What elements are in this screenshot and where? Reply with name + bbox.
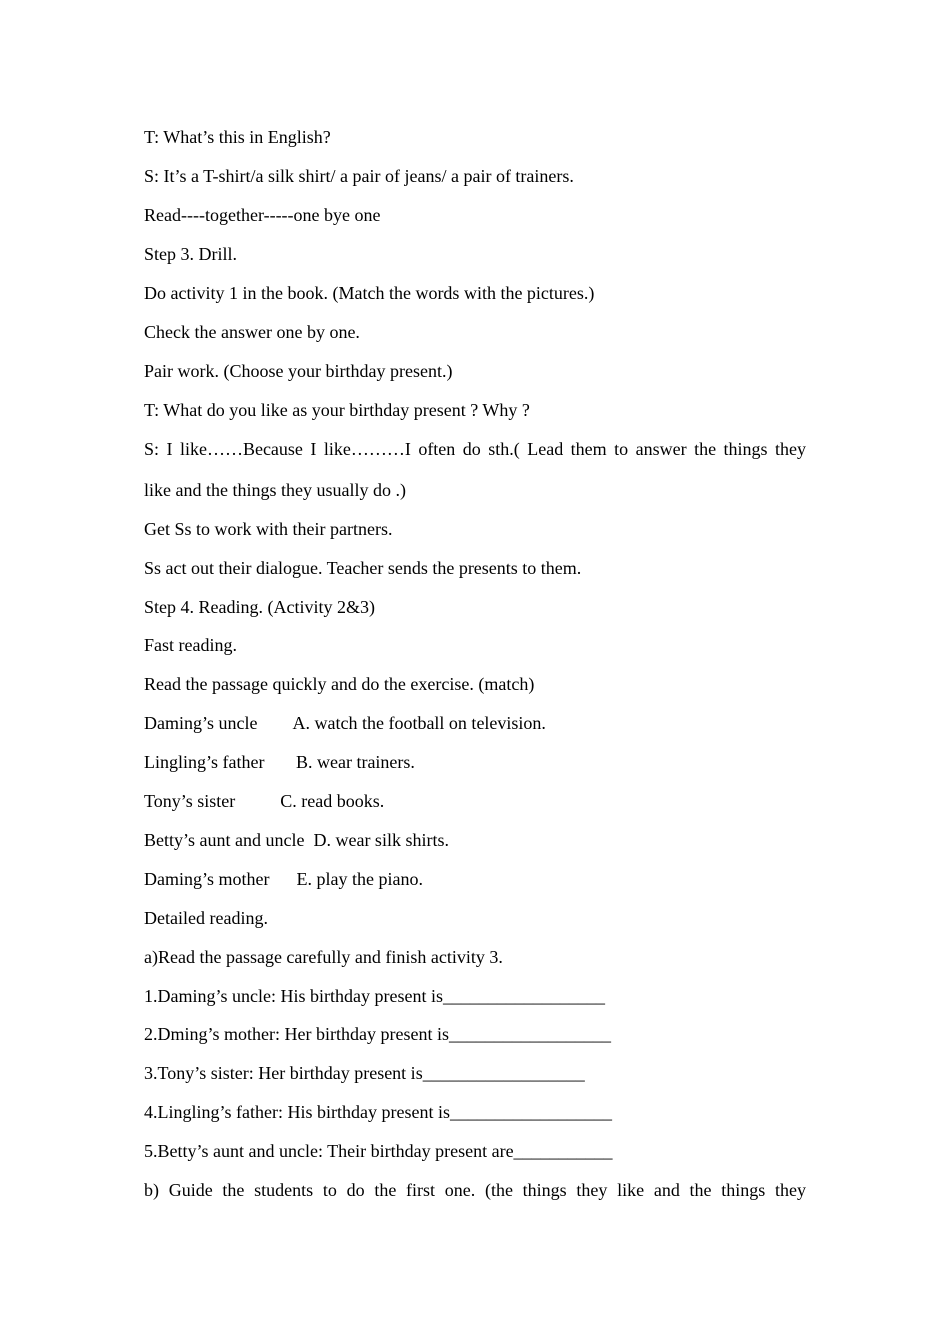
text-line: like and the things they usually do .)	[144, 480, 406, 500]
text-line: S: I like……Because I like………I often do sth.( Lead them to answer the things they	[144, 439, 806, 459]
match-item: Betty’s aunt and uncle D. wear silk shirts.	[144, 830, 449, 850]
match-item: Lingling’s father B. wear trainers.	[144, 752, 415, 772]
text-line: Fast reading.	[144, 635, 237, 655]
text-line: Step 3. Drill.	[144, 244, 237, 264]
text-line: S: It’s a T-shirt/a silk shirt/ a pair of jeans/ a pair of trainers.	[144, 166, 574, 186]
text-line: Do activity 1 in the book. (Match the words with the pictures.)	[144, 283, 595, 303]
fill-blank-item: 1.Daming’s uncle: His birthday present is__________________	[144, 986, 605, 1006]
fill-blank-item: 2.Dming’s mother: Her birthday present is__________________	[144, 1024, 611, 1044]
text-line: Check the answer one by one.	[144, 322, 360, 342]
text-line: Get Ss to work with their partners.	[144, 519, 393, 539]
match-item: Daming’s mother E. play the piano.	[144, 869, 423, 889]
text-line: Read----together-----one bye one	[144, 205, 381, 225]
text-line: Detailed reading.	[144, 908, 268, 928]
text-line: b) Guide the students to do the first one. (the things they like and the things they	[144, 1180, 806, 1200]
fill-blank-item: 4.Lingling’s father: His birthday present is__________________	[144, 1102, 612, 1122]
fill-blank-item: 5.Betty’s aunt and uncle: Their birthday present are___________	[144, 1141, 613, 1161]
text-line: a)Read the passage carefully and finish activity 3.	[144, 947, 503, 967]
text-line: T: What’s this in English?	[144, 127, 331, 147]
text-line: Read the passage quickly and do the exercise. (match)	[144, 674, 535, 694]
text-line: Step 4. Reading. (Activity 2&3)	[144, 597, 375, 617]
match-item: Tony’s sister C. read books.	[144, 791, 385, 811]
text-line: Pair work. (Choose your birthday present.)	[144, 361, 453, 381]
fill-blank-item: 3.Tony’s sister: Her birthday present is__________________	[144, 1063, 585, 1083]
text-line: T: What do you like as your birthday present ? Why ?	[144, 400, 530, 420]
text-line: Ss act out their dialogue. Teacher sends the presents to them.	[144, 558, 582, 578]
match-item: Daming’s uncle A. watch the football on television.	[144, 713, 546, 733]
